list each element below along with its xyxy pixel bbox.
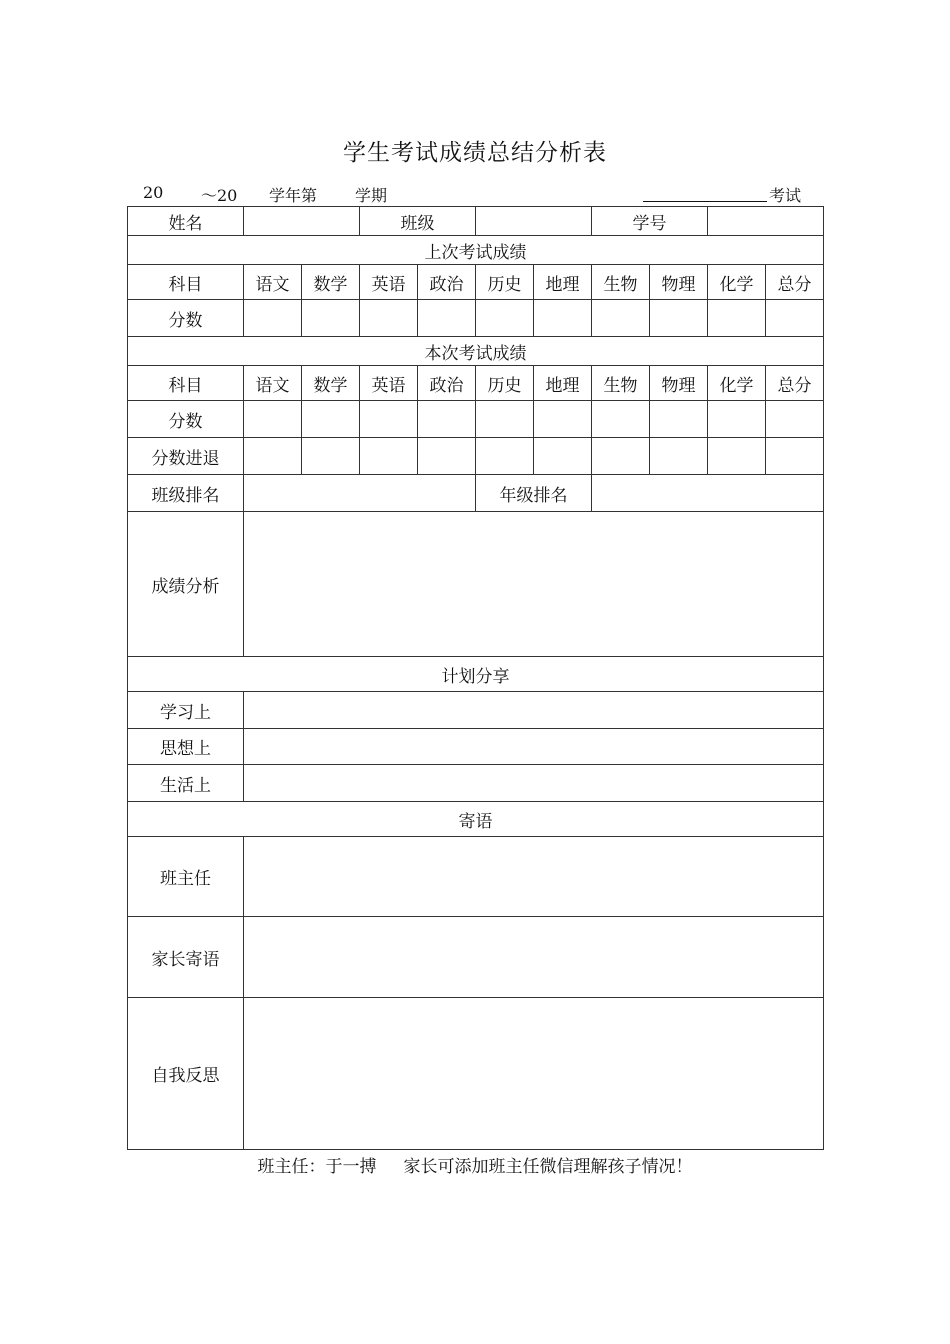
subject-header-cell: 总分 xyxy=(766,366,824,401)
self-reflection-cell[interactable] xyxy=(244,998,824,1150)
life-label: 生活上 xyxy=(128,765,244,802)
last-exam-section-title: 上次考试成绩 xyxy=(128,236,824,265)
score-cell[interactable] xyxy=(534,300,592,337)
name-label: 姓名 xyxy=(128,207,244,236)
score-cell[interactable] xyxy=(592,401,650,438)
subject-header-cell: 英语 xyxy=(360,265,418,300)
progress-cell[interactable] xyxy=(650,438,708,475)
subject-header-cell: 化学 xyxy=(708,366,766,401)
study-label: 学习上 xyxy=(128,692,244,729)
exam-info-line xyxy=(143,181,805,205)
progress-cell[interactable] xyxy=(708,438,766,475)
subject-header-cell: 生物 xyxy=(592,265,650,300)
subject-header-cell: 地理 xyxy=(534,366,592,401)
subject-header-cell: 物理 xyxy=(650,265,708,300)
score-cell[interactable] xyxy=(650,401,708,438)
rank-row xyxy=(128,475,824,512)
study-row xyxy=(128,692,824,729)
teacher-message-cell[interactable] xyxy=(244,837,824,917)
score-analysis-table xyxy=(127,206,824,1150)
progress-cell[interactable] xyxy=(302,438,360,475)
score-label: 分数 xyxy=(128,401,244,438)
score-cell[interactable] xyxy=(302,401,360,438)
score-cell[interactable] xyxy=(708,300,766,337)
class-rank-cell[interactable] xyxy=(244,475,476,512)
subject-header-cell: 政治 xyxy=(418,366,476,401)
this-exam-section-row xyxy=(128,337,824,366)
name-cell[interactable] xyxy=(244,207,360,236)
score-cell[interactable] xyxy=(418,401,476,438)
parent-message-cell[interactable] xyxy=(244,917,824,998)
progress-cell[interactable] xyxy=(360,438,418,475)
exam-label: 考试 xyxy=(769,186,802,205)
this-exam-section-title: 本次考试成绩 xyxy=(128,337,824,366)
year-end-prefix: ～20 xyxy=(201,186,238,205)
subject-header-cell: 英语 xyxy=(360,366,418,401)
subject-header: 科目 xyxy=(128,265,244,300)
score-cell[interactable] xyxy=(766,300,824,337)
score-cell[interactable] xyxy=(360,300,418,337)
score-cell[interactable] xyxy=(302,300,360,337)
student-info-row xyxy=(128,207,824,236)
this-exam-subject-row xyxy=(128,366,824,401)
subject-header-cell: 地理 xyxy=(534,265,592,300)
subject-header-cell: 数学 xyxy=(302,265,360,300)
score-cell[interactable] xyxy=(534,401,592,438)
this-exam-score-row xyxy=(128,401,824,438)
footer-note: 班主任：于一搏 家长可添加班主任微信理解孩子情况！ xyxy=(257,1157,693,1177)
grade-rank-label: 年级排名 xyxy=(476,475,592,512)
teacher-message-label: 班主任 xyxy=(128,837,244,917)
self-reflection-label: 自我反思 xyxy=(128,998,244,1150)
progress-cell[interactable] xyxy=(766,438,824,475)
thought-label: 思想上 xyxy=(128,729,244,765)
score-cell[interactable] xyxy=(360,401,418,438)
study-cell[interactable] xyxy=(244,692,824,729)
class-cell[interactable] xyxy=(476,207,592,236)
class-rank-label: 班级排名 xyxy=(128,475,244,512)
thought-row xyxy=(128,729,824,765)
message-section-row xyxy=(128,802,824,837)
analysis-label: 成绩分析 xyxy=(128,512,244,657)
score-cell[interactable] xyxy=(476,300,534,337)
school-year-label: 学年第 xyxy=(269,186,318,205)
progress-cell[interactable] xyxy=(476,438,534,475)
score-cell[interactable] xyxy=(244,401,302,438)
subject-header-cell: 语文 xyxy=(244,366,302,401)
score-cell[interactable] xyxy=(418,300,476,337)
analysis-cell[interactable] xyxy=(244,512,824,657)
subject-header-cell: 历史 xyxy=(476,265,534,300)
year-start-prefix: 20 xyxy=(143,183,164,202)
life-cell[interactable] xyxy=(244,765,824,802)
subject-header: 科目 xyxy=(128,366,244,401)
score-cell[interactable] xyxy=(650,300,708,337)
student-id-cell[interactable] xyxy=(708,207,824,236)
parent-message-row xyxy=(128,917,824,998)
subject-header-cell: 总分 xyxy=(766,265,824,300)
progress-row xyxy=(128,438,824,475)
page-title: 学生考试成绩总结分析表 xyxy=(343,140,607,166)
subject-header-cell: 政治 xyxy=(418,265,476,300)
score-cell[interactable] xyxy=(244,300,302,337)
score-cell[interactable] xyxy=(766,401,824,438)
self-reflection-row xyxy=(128,998,824,1150)
message-section-title: 寄语 xyxy=(128,802,824,837)
parent-message-label: 家长寄语 xyxy=(128,917,244,998)
student-id-label: 学号 xyxy=(592,207,708,236)
subject-header-cell: 物理 xyxy=(650,366,708,401)
progress-cell[interactable] xyxy=(534,438,592,475)
subject-header-cell: 历史 xyxy=(476,366,534,401)
grade-rank-cell[interactable] xyxy=(592,475,824,512)
life-row xyxy=(128,765,824,802)
class-label: 班级 xyxy=(360,207,476,236)
teacher-message-row xyxy=(128,837,824,917)
subject-header-cell: 化学 xyxy=(708,265,766,300)
analysis-row xyxy=(128,512,824,657)
last-exam-score-row xyxy=(128,300,824,337)
progress-cell[interactable] xyxy=(592,438,650,475)
score-label: 分数 xyxy=(128,300,244,337)
plan-section-row xyxy=(128,657,824,692)
subject-header-cell: 语文 xyxy=(244,265,302,300)
subject-header-cell: 生物 xyxy=(592,366,650,401)
score-cell[interactable] xyxy=(708,401,766,438)
score-cell[interactable] xyxy=(592,300,650,337)
subject-header-cell: 数学 xyxy=(302,366,360,401)
progress-cell[interactable] xyxy=(418,438,476,475)
progress-cell[interactable] xyxy=(244,438,302,475)
plan-section-title: 计划分享 xyxy=(128,657,824,692)
exam-name-blank[interactable] xyxy=(643,201,767,202)
last-exam-subject-row xyxy=(128,265,824,300)
thought-cell[interactable] xyxy=(244,729,824,765)
last-exam-section-row xyxy=(128,236,824,265)
progress-label: 分数进退 xyxy=(128,438,244,475)
semester-label: 学期 xyxy=(355,186,388,205)
score-cell[interactable] xyxy=(476,401,534,438)
